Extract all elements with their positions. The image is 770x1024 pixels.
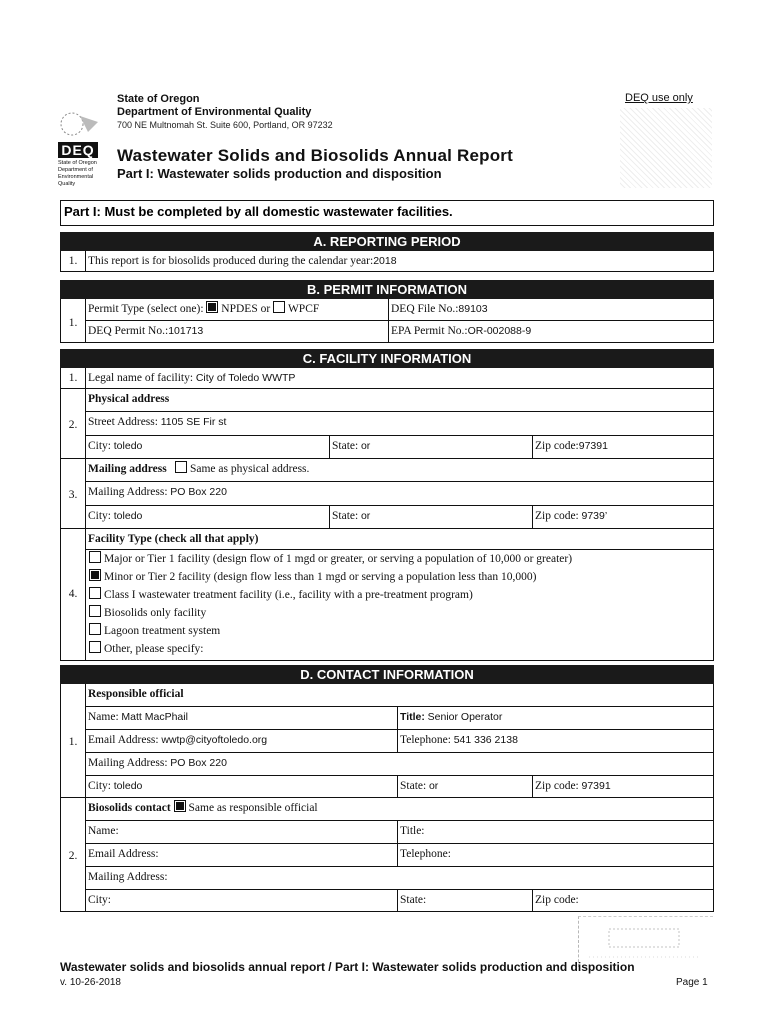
deq-file-label: DEQ File No.:: [391, 303, 459, 315]
deq-use-stamp-area: [620, 108, 712, 188]
responsible-official-heading: Responsible official: [88, 688, 184, 700]
state-label: State:: [400, 894, 427, 906]
contact-email-field[interactable]: [85, 844, 397, 866]
deq-seal-icon: [58, 108, 104, 144]
facility-type-option[interactable]: Biosolids only facility: [89, 605, 206, 619]
legal-name-field[interactable]: [85, 368, 713, 388]
zip-label: Zip code:: [535, 440, 579, 452]
name-label: Name:: [88, 711, 119, 723]
epa-permit-label: EPA Permit No.:: [391, 325, 468, 337]
official-city-value: toledo: [113, 780, 143, 792]
facility-other-checkbox[interactable]: [89, 641, 101, 653]
npdes-label: NPDES or: [221, 303, 271, 315]
city-label: City:: [88, 510, 112, 522]
city-label: City:: [88, 440, 112, 452]
page-number: Page 1: [676, 977, 708, 988]
report-title: Wastewater Solids and Biosolids Annual Report: [117, 146, 513, 165]
official-name-value: Matt MacPhail: [121, 711, 188, 723]
biosolids-contact-heading: Biosolids contact: [88, 802, 171, 814]
official-phone-value: 541 336 2138: [453, 734, 518, 746]
row-number: 1.: [68, 255, 78, 267]
official-title-field[interactable]: [397, 707, 713, 729]
email-label: Email Address:: [88, 734, 159, 746]
mailing-city-value: toledo: [113, 510, 143, 522]
name-label: Name:: [88, 825, 119, 837]
facility-lagoon-checkbox[interactable]: [89, 623, 101, 635]
official-mailing-value: PO Box 220: [170, 757, 227, 769]
facility-type-heading: Facility Type (check all that apply): [88, 533, 259, 545]
official-city-field[interactable]: [85, 776, 397, 798]
responsible-official-block: 1. Responsible official Name: Matt MacPhail Title: Senior Operator Email Address: wwtp@cityoftoledo.org Telephone: 541 336 2138 Mailing Address: PO Box 220 City: toledo State: or Zip code: 97391: [60, 684, 714, 798]
physical-city-value: toledo: [113, 440, 143, 452]
permit-type-field: [85, 299, 388, 320]
contact-title-field[interactable]: [397, 821, 713, 843]
legal-name-row: 1. Legal name of facility: City of Toledo WWTP: [60, 368, 714, 389]
permit-info-block: [60, 299, 714, 343]
same-as-responsible-checkbox[interactable]: [174, 800, 186, 812]
biosolids-contact-heading-row: [85, 798, 713, 820]
footer-title: Wastewater solids and biosolids annual report / Part I: Wastewater solids production and disposition: [60, 960, 635, 974]
email-label: Email Address:: [88, 848, 159, 860]
contact-mailing-field[interactable]: [85, 867, 713, 889]
deq-file-field[interactable]: [388, 299, 713, 320]
mailing-address-value: PO Box 220: [170, 486, 227, 498]
same-as-physical-checkbox[interactable]: [175, 461, 187, 473]
mailing-city-field[interactable]: [85, 506, 329, 529]
reporting-year-value: 2018: [373, 255, 397, 267]
deq-permit-label: DEQ Permit No.:: [88, 325, 169, 337]
mailing-address-label: Mailing Address:: [88, 757, 168, 769]
official-mailing-field[interactable]: [85, 753, 713, 775]
mailing-state-value: or: [360, 510, 371, 522]
facility-type-option[interactable]: Major or Tier 1 facility (design flow of 1 mgd or greater, or serving a population of 10,000 or greater): [89, 551, 572, 565]
zip-label: Zip code:: [535, 510, 579, 522]
physical-city-field[interactable]: [85, 436, 329, 459]
deq-use-only-label: DEQ use only: [625, 92, 693, 104]
mailing-zip-value: 9739’: [581, 510, 608, 522]
same-as-physical-label: Same as physical address.: [189, 463, 310, 475]
mailing-address-label: Mailing Address:: [88, 486, 168, 498]
street-address-label: Street Address:: [88, 416, 158, 428]
epa-permit-value: OR-002088-9: [467, 325, 532, 337]
facility-type-block: 4. Facility Type (check all that apply) Major or Tier 1 facility (design flow of 1 mgd or greater, or serving a population of 10,000 or greater) Minor or Tier 2 facility (design flow less than 1 mgd or serving a population less than 10,000) Class I wastewater treatment facility (i.e., facility with a pre-treatment program) Biosolids only facility Lagoon treatment system Other, please specify:: [60, 529, 714, 661]
contact-name-field[interactable]: [85, 821, 397, 843]
official-zip-value: 97391: [581, 780, 611, 792]
contact-state-field[interactable]: [397, 890, 532, 912]
facility-class1-checkbox[interactable]: [89, 587, 101, 599]
phone-label: Telephone:: [400, 848, 451, 860]
section-c-header: C. FACILITY INFORMATION: [60, 349, 714, 368]
deq-logo-text: DEQ: [58, 142, 98, 158]
mailing-heading-row: [85, 459, 713, 481]
reporting-year-field[interactable]: [85, 251, 713, 271]
header-state: State of Oregon: [117, 93, 200, 105]
official-zip-field[interactable]: [532, 776, 713, 798]
physical-state-value: or: [360, 440, 371, 452]
title-label: Title:: [400, 711, 425, 723]
official-phone-field[interactable]: [397, 730, 713, 752]
official-title-value: Senior Operator: [427, 711, 503, 723]
physical-address-block: 2. Physical address Street Address: 1105 SE Fir st City: toledo State: or Zip code:97391: [60, 389, 714, 459]
mailing-address-label: Mailing Address:: [88, 871, 168, 883]
reporting-period-row: [60, 251, 714, 272]
street-address-field[interactable]: [85, 412, 713, 435]
part-heading-box: [60, 200, 714, 226]
footer-version: v. 10-26-2018: [60, 977, 121, 988]
permit-type-label: Permit Type (select one):: [88, 303, 204, 315]
npdes-checkbox[interactable]: [206, 301, 218, 313]
facility-type-option[interactable]: Minor or Tier 2 facility (design flow less than 1 mgd or serving a population less than 10,000): [89, 569, 536, 583]
state-label: State:: [400, 780, 427, 792]
biosolids-contact-block: 2. Biosolids contact Same as responsible official Name: Title: Email Address: Telephone: Mailing Address: City: State: Zip code:: [60, 798, 714, 912]
mailing-address-block: 3. Mailing address Same as physical address. Mailing Address: PO Box 220 City: toledo State: or Zip code: 9739’: [60, 459, 714, 529]
official-state-field[interactable]: [397, 776, 532, 798]
facility-type-option[interactable]: Lagoon treatment system: [89, 623, 220, 637]
official-email-field[interactable]: [85, 730, 397, 752]
title-label: Title:: [400, 825, 425, 837]
deq-permit-field[interactable]: [85, 321, 388, 342]
zip-label: Zip code:: [535, 894, 579, 906]
deq-file-value: 89103: [458, 303, 488, 315]
contact-phone-field[interactable]: [397, 844, 713, 866]
deq-logo: [58, 108, 104, 190]
mailing-zip-field[interactable]: [532, 506, 713, 529]
physical-state-field[interactable]: [329, 436, 532, 459]
facility-biosolids-only-checkbox[interactable]: [89, 605, 101, 617]
epa-permit-field[interactable]: [388, 321, 713, 342]
same-as-responsible-label: Same as responsible official: [188, 802, 318, 814]
physical-address-heading: Physical address: [88, 393, 170, 405]
part-heading: Part I: Must be completed by all domestic wastewater facilities.: [64, 204, 453, 219]
mailing-state-field[interactable]: [329, 506, 532, 529]
section-b-header: B. PERMIT INFORMATION: [60, 280, 714, 299]
header-address: 700 NE Multnomah St. Suite 600, Portland, OR 97232: [117, 120, 333, 130]
section-d-header: D. CONTACT INFORMATION: [60, 665, 714, 684]
official-email-value: wwtp@cityoftoledo.org: [161, 734, 268, 746]
phone-label: Telephone:: [400, 734, 451, 746]
wpcf-checkbox[interactable]: [273, 301, 285, 313]
physical-zip-field[interactable]: [532, 436, 713, 459]
section-a-header: A. REPORTING PERIOD: [60, 232, 714, 251]
state-label: State:: [332, 510, 359, 522]
facility-major-checkbox[interactable]: [89, 551, 101, 563]
reporting-year-label: This report is for biosolids produced during the calendar year:: [88, 255, 374, 267]
contact-zip-field[interactable]: [532, 890, 713, 912]
contact-city-field[interactable]: [85, 890, 397, 912]
official-state-value: or: [428, 780, 439, 792]
header-department: Department of Environmental Quality: [117, 106, 312, 118]
facility-type-option[interactable]: Other, please specify:: [89, 641, 204, 655]
report-subtitle: Part I: Wastewater solids production and disposition: [117, 166, 442, 181]
state-label: State:: [332, 440, 359, 452]
city-label: City:: [88, 780, 112, 792]
mailing-address-heading: Mailing address: [88, 463, 167, 475]
wpcf-label: WPCF: [287, 303, 320, 315]
legal-name-label: Legal name of facility:: [88, 372, 194, 384]
city-label: City:: [88, 894, 112, 906]
facility-type-option[interactable]: Class I wastewater treatment facility (i.e., facility with a pre-treatment program): [89, 587, 473, 601]
row-number: 1.: [68, 317, 78, 329]
physical-zip-value: 97391: [578, 440, 608, 452]
deq-logo-caption: State of Oregon Department of Environmental Quality: [58, 160, 97, 187]
mailing-address-field[interactable]: [85, 482, 713, 505]
legal-name-value: City of Toledo WWTP: [195, 372, 296, 384]
zip-label: Zip code:: [535, 780, 579, 792]
facility-minor-checkbox[interactable]: [89, 569, 101, 581]
official-name-field[interactable]: [85, 707, 397, 729]
street-address-value: 1105 SE Fir st: [160, 416, 227, 428]
deq-permit-value: 101713: [168, 325, 204, 337]
